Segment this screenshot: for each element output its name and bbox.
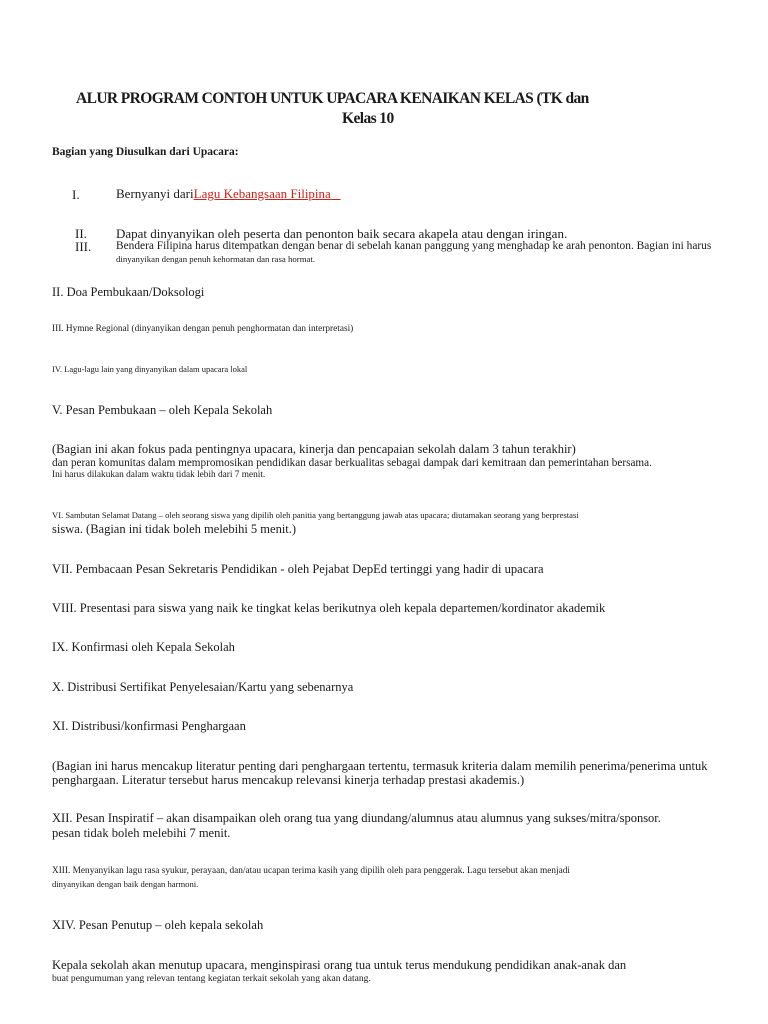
awards-note-2: penghargaan. Literatur tersebut harus mencakup relevansi kinerja terhadap prestasi akademis.) <box>52 773 525 787</box>
opening-message-note-1: (Bagian ini akan fokus pada pentingnya upacara, kinerja dan pencapaian sekolah dalam 3 tahun terakhir) <box>52 442 576 456</box>
opening-message-note-3: Ini harus dilakukan dalam waktu tidak lebih dari 7 menit. <box>52 470 266 480</box>
section-inspirational-message: XII. Pesan Inspiratif – akan disampaikan oleh orang tua yang diundang/alumnus atau alumnus yang sukses/mitra/sponsor. <box>52 811 661 825</box>
list-item-label: Bernyanyi dari <box>116 186 194 201</box>
list-number: II. <box>75 226 87 241</box>
awards-note-1: (Bagian ini harus mencakup literatur penting dari penghargaan tertentu, termasuk kriteria dalam memilih penerima/penerima untuk <box>52 759 708 773</box>
section-thanksgiving-song: XIII. Menyanyikan lagu rasa syukur, perayaan, dan/atau ucapan terima kasih yang dipilih oleh para penggerak. Lagu tersebut akan menjadi <box>52 866 570 876</box>
section-certificate-distribution: X. Distribusi Sertifikat Penyelesaian/Kartu yang sebenarnya <box>52 680 354 694</box>
section-awards: XI. Distribusi/konfirmasi Penghargaan <box>52 719 246 733</box>
closing-message-note-1: Kepala sekolah akan menutup upacara, menginspirasi orang tua untuk terus mendukung pendidikan anak-anak dan <box>52 958 627 972</box>
section-opening-prayer: II. Doa Pembukaan/Doksologi <box>52 285 205 299</box>
national-anthem-link[interactable]: Lagu Kebangsaan Filipina <box>193 186 331 201</box>
welcome-remarks-note: siswa. (Bagian ini tidak boleh melebihi 5 menit.) <box>52 522 297 536</box>
document-title-line-2: Kelas 10 <box>342 110 394 127</box>
document-title-line-1: ALUR PROGRAM CONTOH UNTUK UPACARA KENAIKAN KELAS (TK dan <box>76 90 589 107</box>
section-closing-message: XIV. Pesan Penutup – oleh kepala sekolah <box>52 918 264 932</box>
list-item-text: Bendera Filipina harus ditempatkan dengan benar di sebelah kanan panggung yang menghadap ke arah penonton. Bagian ini harus <box>116 240 712 252</box>
section-regional-hymn: III. Hymne Regional (dinyanyikan dengan penuh penghormatan dan interpretasi) <box>52 324 354 334</box>
thanksgiving-song-note: dinyanyikan dengan baik dengan harmoni. <box>52 879 199 889</box>
list-number: I. <box>72 187 80 202</box>
list-item-text <box>116 186 341 202</box>
subheading: Bagian yang Diusulkan dari Upacara: <box>52 146 239 158</box>
closing-message-note-2: buat pengumuman yang relevan tentang kegiatan terkait sekolah yang akan datang. <box>52 973 371 984</box>
list-item-text-continued: dinyanyikan dengan penuh kehormatan dan rasa hormat. <box>116 254 316 264</box>
section-student-presentation: VIII. Presentasi para siswa yang naik ke tingkat kelas berikutnya oleh kepala departemen/kordinator akademik <box>52 601 606 615</box>
section-local-songs: IV. Lagu-lagu lain yang dinyanyikan dalam upacara lokal <box>52 364 248 374</box>
list-number: III. <box>75 239 92 254</box>
opening-message-note-2: dan peran komunitas dalam mempromosikan pendidikan dasar berkualitas sebagai dampak dari kemitraan dan pemerintahan bersama. <box>52 457 652 469</box>
section-confirmation: IX. Konfirmasi oleh Kepala Sekolah <box>52 640 235 654</box>
link-underline-tail <box>331 186 341 201</box>
section-welcome-remarks: VI. Sambutan Selamat Datang – oleh seorang siswa yang dipilih oleh panitia yang bertanggung jawab atas upacara; diutamakan seorang yang berprestasi <box>52 510 579 520</box>
section-secretary-message: VII. Pembacaan Pesan Sekretaris Pendidikan - oleh Pejabat DepEd tertinggi yang hadir di upacara <box>52 562 544 576</box>
section-opening-message: V. Pesan Pembukaan – oleh Kepala Sekolah <box>52 403 273 417</box>
inspirational-message-note: pesan tidak boleh melebihi 7 menit. <box>52 826 231 840</box>
list-item-text: Dapat dinyanyikan oleh peserta dan penonton baik secara akapela atau dengan iringan. <box>116 226 568 241</box>
